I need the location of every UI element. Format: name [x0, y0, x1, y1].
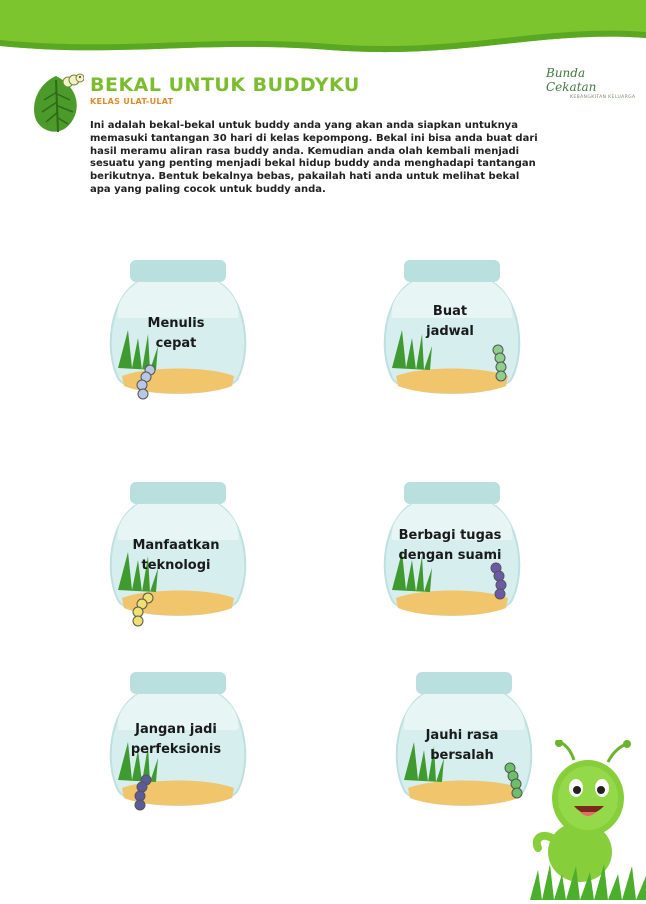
jar-label-line1: Jauhi rasa: [425, 728, 499, 743]
jar-label-line2: teknologi: [141, 558, 211, 573]
jar-label: [390, 302, 510, 342]
page-subtitle: KELAS ULAT-ULAT: [90, 97, 174, 106]
caterpillar-icon: [128, 592, 158, 632]
jar-card: [108, 258, 248, 406]
brand-logo-icon: [546, 66, 638, 100]
jar-label-line1: Manfaatkan: [132, 538, 220, 553]
jar-label: [116, 536, 236, 576]
jar-label-line2: perfeksionis: [130, 742, 222, 757]
caterpillar-icon: [132, 364, 162, 404]
jar-label-line1: Jangan jadi: [135, 722, 217, 737]
caterpillar-icon: [484, 562, 514, 606]
page-title: BEKAL UNTUK BUDDYKU: [90, 74, 360, 96]
caterpillar-mascot-icon: [530, 740, 646, 900]
jar-card: [382, 258, 522, 406]
jar-label-line2: bersalah: [430, 748, 494, 763]
jar-label-line1: Buat: [432, 304, 468, 319]
jar-label: [402, 726, 522, 766]
jar-label-line2: cepat: [155, 336, 197, 351]
jar-label-line1: Menulis: [147, 316, 205, 331]
jar-card: [108, 480, 248, 628]
brand-tagline: KEBANGKITAN KELUARGA: [570, 95, 636, 100]
leaf-logo-icon: [28, 70, 84, 138]
caterpillar-icon: [500, 762, 530, 802]
caterpillar-icon: [128, 774, 158, 814]
jar-card: [108, 670, 248, 818]
jar-label: [116, 720, 236, 760]
jar-label: [390, 526, 510, 566]
top-green-band: [0, 0, 646, 62]
intro-paragraph: Ini adalah bekal-bekal untuk buddy anda yang akan anda siapkan untuknya memasuki tantangan 30 hari di kelas kepompong. Bekal ini bisa anda buat dari hasil meramu aliran rasa buddy anda. Kemudian anda olah kembali menjadi sesuatu yang penting menjadi bekal hidup buddy anda menghadapi tantangan berikutnya. Bentuk bekalnya bebas, pakailah hati anda untuk melihat bekal apa yang paling cocok untuk buddy anda.: [90, 120, 538, 195]
jar-label-line2: dengan suami: [398, 548, 502, 563]
jar-card: [394, 670, 534, 818]
jar-label-line2: jadwal: [426, 324, 474, 339]
brand-name: Bunda Cekatan: [546, 66, 597, 94]
jar-label-line1: Berbagi tugas: [398, 528, 502, 543]
caterpillar-icon: [486, 344, 516, 384]
jar-card: [382, 480, 522, 628]
jar-label: [116, 314, 236, 354]
